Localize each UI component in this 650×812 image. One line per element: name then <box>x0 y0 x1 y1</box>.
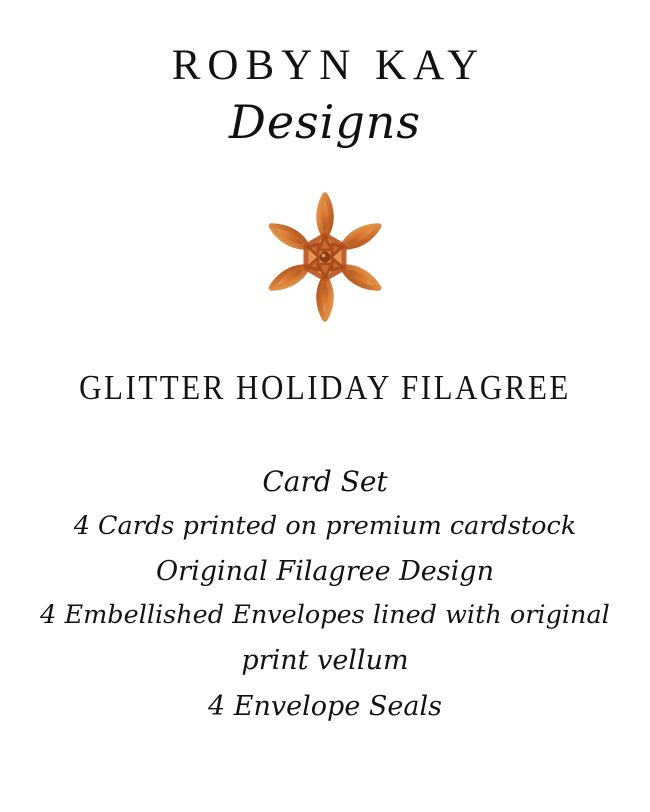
product-details <box>25 458 625 730</box>
detail-line: 4 Envelope Seals <box>208 690 442 722</box>
detail-line: print vellum <box>241 644 409 676</box>
detail-line: 4 Embellished Envelopes lined with original <box>40 600 610 631</box>
snowflake-star-ornament-icon <box>240 182 410 332</box>
brand-header <box>0 44 650 148</box>
brand-script-word: Designs <box>228 95 422 149</box>
detail-line: Original Filagree Design <box>156 555 494 587</box>
brand-name: ROBYN KAY <box>171 42 486 89</box>
detail-line: 4 Cards printed on premium cardstock <box>73 511 577 542</box>
product-title: GLITTER HOLIDAY FILAGREE <box>79 367 571 407</box>
detail-line: Card Set <box>262 464 388 498</box>
